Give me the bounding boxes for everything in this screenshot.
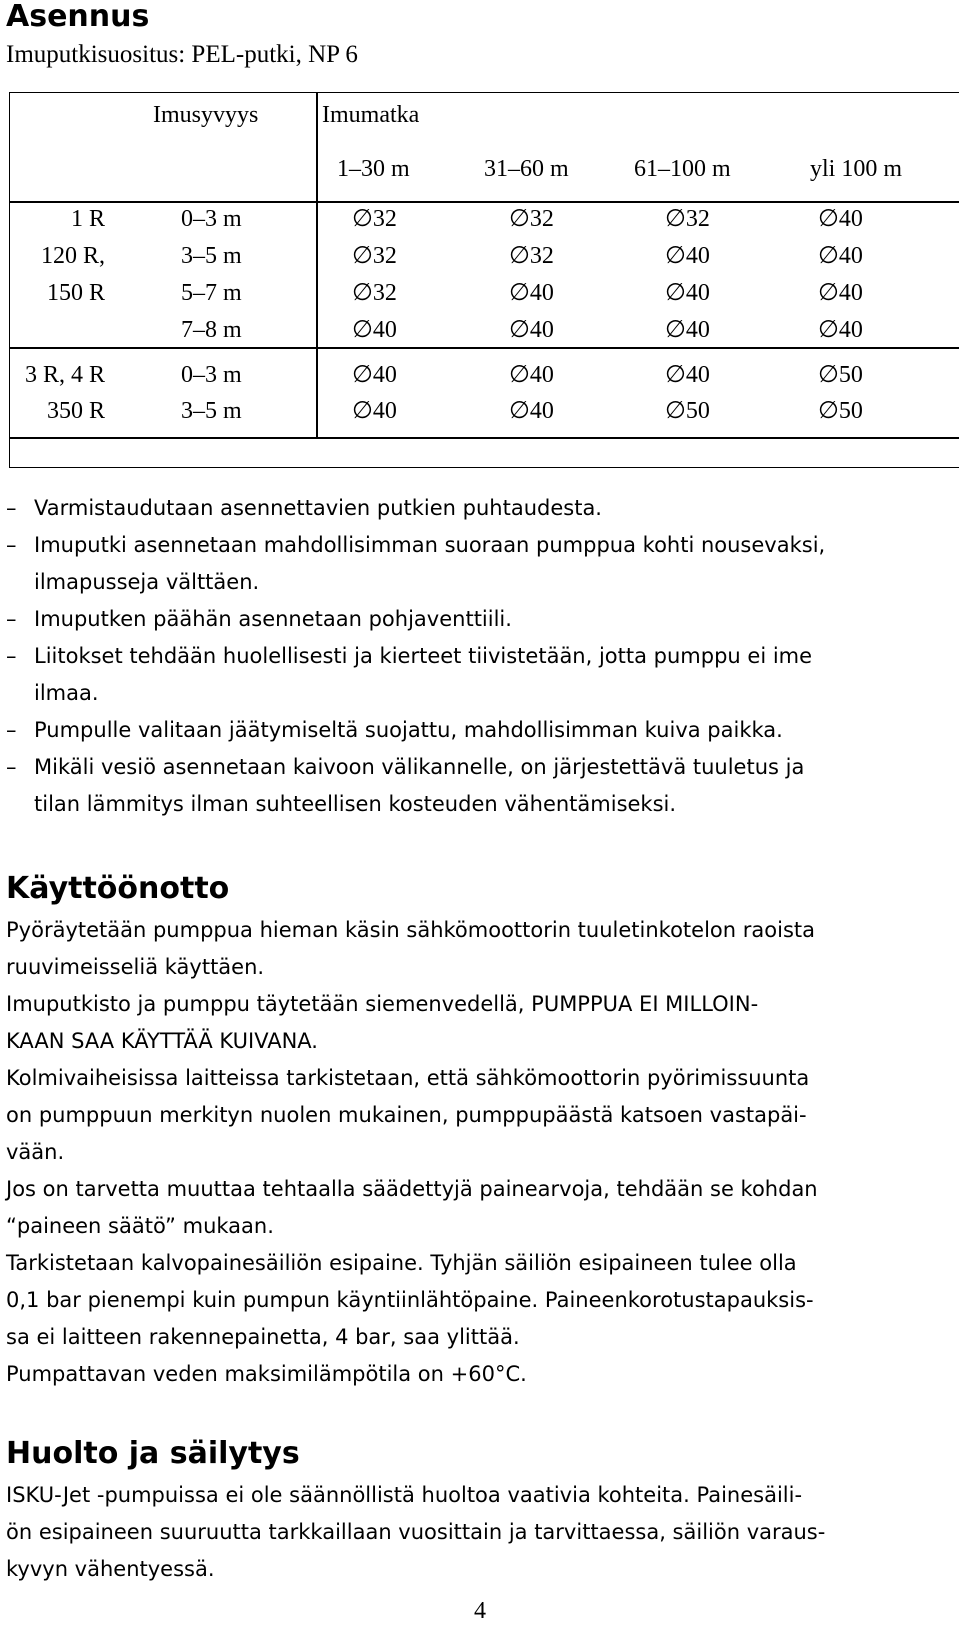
dash-marker: – (6, 607, 17, 631)
diameter-cell: ∅40 (818, 317, 863, 343)
model-label: 350 R (46, 398, 105, 424)
dash-marker: – (6, 496, 17, 520)
distance-col-2: 31–60 m (484, 156, 569, 182)
header-distance: Imumatka (322, 102, 420, 128)
list-item (6, 601, 956, 638)
dash-marker: – (6, 644, 17, 668)
text-line: “paineen säätö” mukaan. (6, 1214, 274, 1238)
diameter-cell: ∅32 (665, 206, 710, 232)
depth-cell: 0–3 m (181, 362, 242, 388)
text-line: Pumpattavan veden maksimilämpötila on +60°C. (6, 1362, 527, 1386)
diameter-cell: ∅50 (818, 362, 863, 388)
page-number: 4 (474, 1598, 486, 1624)
dash-marker: – (6, 718, 17, 742)
list-item-text: Mikäli vesiö asennetaan kaivoon välikannelle, on järjestettävä tuuletus ja (34, 755, 805, 779)
installation-bullet-list (6, 490, 956, 823)
text-line: ruuvimeisseliä käyttäen. (6, 955, 265, 979)
list-item-continuation: tilan lämmitys ilman suhteellisen kosteuden vähentämiseksi. (34, 792, 677, 816)
commissioning-text (6, 912, 956, 1393)
diameter-cell: ∅40 (509, 398, 554, 424)
text-line: Tarkistetaan kalvopainesäiliön esipaine. Tyhjän säiliön esipaineen tulee olla (6, 1251, 797, 1275)
text-line: Pyöräytetään pumppua hieman käsin sähkömoottorin tuuletinkotelon raoista (6, 918, 815, 942)
model-label: 120 R, (40, 243, 105, 269)
depth-cell: 0–3 m (181, 206, 242, 232)
diameter-cell: ∅32 (509, 206, 554, 232)
table-divider-group (10, 347, 959, 349)
diameter-cell: ∅40 (352, 362, 397, 388)
diameter-cell: ∅40 (665, 362, 710, 388)
model-label: 3 R, 4 R (24, 362, 105, 388)
table-divider-vertical (316, 93, 318, 437)
diameter-cell: ∅40 (818, 243, 863, 269)
text-line: Imuputkisto ja pumppu täytetään siemenvedellä, PUMPPUA EI MILLOIN- (6, 992, 759, 1016)
text-line: on pumppuun merkityn nuolen mukainen, pumppupäästä katsoen vastapäi- (6, 1103, 807, 1127)
diameter-cell: ∅40 (665, 280, 710, 306)
diameter-cell: ∅40 (352, 398, 397, 424)
text-line: Jos on tarvetta muuttaa tehtaalla säädettyjä painearvoja, tehdään se kohdan (6, 1177, 818, 1201)
table-divider-header (10, 201, 959, 203)
text-line: kyvyn vähentyessä. (6, 1557, 215, 1581)
text-line: 0,1 bar pienempi kuin pumpun käyntiinlähtöpaine. Paineenkorotustapauksis- (6, 1288, 814, 1312)
diameter-cell: ∅40 (665, 243, 710, 269)
diameter-cell: ∅40 (352, 317, 397, 343)
depth-cell: 5–7 m (181, 280, 242, 306)
list-item-text: Varmistaudutaan asennettavien putkien puhtaudesta. (34, 496, 602, 520)
text-line: Kolmivaiheisissa laitteissa tarkistetaan, että sähkömoottorin pyörimissuunta (6, 1066, 810, 1090)
model-label: 1 R (70, 206, 105, 232)
text-line: ön esipaineen suuruutta tarkkaillaan vuosittain ja tarvittaessa, säiliön varaus- (6, 1520, 826, 1544)
diameter-cell: ∅50 (665, 398, 710, 424)
list-item (6, 749, 956, 823)
dash-marker: – (6, 533, 17, 557)
diameter-cell: ∅32 (509, 243, 554, 269)
section-title-asennus: Asennus (6, 0, 150, 34)
list-item-continuation: ilmaa. (34, 681, 99, 705)
header-depth: Imusyvyys (153, 102, 259, 128)
text-line: sa ei laitteen rakennepainetta, 4 bar, saa ylittää. (6, 1325, 520, 1349)
diameter-cell: ∅40 (509, 317, 554, 343)
diameter-cell: ∅50 (818, 398, 863, 424)
list-item (6, 638, 956, 712)
text-line: ISKU-Jet -pumpuissa ei ole säännöllistä huoltoa vaativia kohteita. Painesäili- (6, 1483, 803, 1507)
pipe-recommendation-table (9, 92, 959, 468)
diameter-cell: ∅32 (352, 243, 397, 269)
distance-col-3: 61–100 m (634, 156, 731, 182)
list-item-text: Imuputken päähän asennetaan pohjaventtiili. (34, 607, 512, 631)
section-title-huolto: Huolto ja säilytys (6, 1436, 300, 1471)
list-item-text: Imuputki asennetaan mahdollisimman suoraan pumppua kohti nousevaksi, (34, 533, 826, 557)
section-subtitle: Imuputkisuositus: PEL-putki, NP 6 (6, 41, 358, 68)
maintenance-text (6, 1477, 956, 1588)
distance-col-4: yli 100 m (810, 156, 903, 182)
diameter-cell: ∅40 (509, 280, 554, 306)
diameter-cell: ∅40 (509, 362, 554, 388)
list-item (6, 527, 956, 601)
text-line: KAAN SAA KÄYTTÄÄ KUIVANA. (6, 1029, 318, 1053)
list-item-text: Liitokset tehdään huolellisesti ja kierteet tiivistetään, jotta pumppu ei ime (34, 644, 813, 668)
list-item-text: Pumpulle valitaan jäätymiseltä suojattu, mahdollisimman kuiva paikka. (34, 718, 783, 742)
text-line: vään. (6, 1140, 65, 1164)
depth-cell: 7–8 m (181, 317, 242, 343)
list-item-continuation: ilmapusseja välttäen. (34, 570, 260, 594)
dash-marker: – (6, 755, 17, 779)
diameter-cell: ∅40 (818, 206, 863, 232)
table-divider-bottom (10, 437, 959, 439)
diameter-cell: ∅40 (665, 317, 710, 343)
model-label: 150 R (46, 280, 105, 306)
diameter-cell: ∅40 (818, 280, 863, 306)
depth-cell: 3–5 m (181, 398, 242, 424)
list-item (6, 712, 956, 749)
depth-cell: 3–5 m (181, 243, 242, 269)
list-item (6, 490, 956, 527)
diameter-cell: ∅32 (352, 280, 397, 306)
diameter-cell: ∅32 (352, 206, 397, 232)
distance-col-1: 1–30 m (337, 156, 410, 182)
section-title-kayttoonotto: Käyttöönotto (6, 871, 230, 906)
